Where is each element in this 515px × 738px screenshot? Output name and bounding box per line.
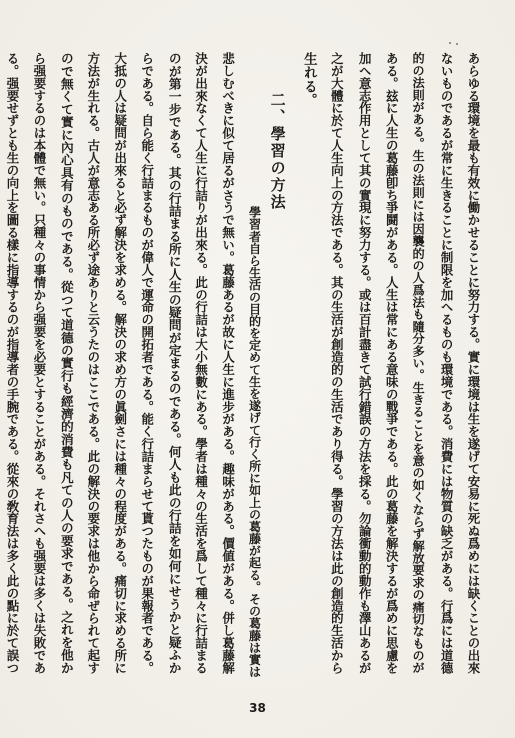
text-column: らである。自ら能く行詰まるものが偉人で運命の開拓者である。能く行詰まらせて貰つたものが果報者である。 <box>139 52 155 674</box>
text-column: ないものであるが常に生きることに制限を加へるものも環境である。消費には物質の缺乏がある。行爲には道德 <box>439 52 455 674</box>
text-column: 方法が生れる。古人が意志ある所必ず途ありと云うたのはここである。此の解決の要求は他から命ぜられて起す <box>85 52 101 674</box>
text-column: 加へ意志作用として其の實現に努力する。或は百計盡きて試行錯誤の方法を採る。勿論衝動的動作も澤山あるが <box>357 52 373 674</box>
text-column: 大抵の人は疑問が出來ると必ず解決を求める。解決の求め方の眞劍さには種々の程度がある。痛切に求める所に <box>112 52 128 674</box>
text-column: のが第一步である。其の行詰まる所に人生の疑問が定まるのである。何人も此の行詰を如何にせうかと疑ふか <box>166 52 182 674</box>
text-column: 決が出來なくて人生に行詰りが出來る。此の行詰は大小無數にある。學者は種々の生活を爲して種々に行詰まる <box>193 52 209 674</box>
section-heading: 二、學習の方法 <box>268 92 287 211</box>
scan-speck <box>449 42 451 44</box>
text-column: あらゆる環境を最も有效に働かせることに努力する。實に環境は生を遂げて安易に死ぬ爲めには缺くことの出來 <box>466 52 481 674</box>
text-column: 之が大體に於て人生向上の方法である。其の生活が創造的の生活であり得る。學習の方法は此の創造的生活から <box>329 52 345 674</box>
text-column: 悲しむべきに似て居るがさうで無い。葛藤あるが故に人生に進步がある。趣味がある。價値がある。併し葛藤解 <box>220 52 236 674</box>
text-column: る。强要せずとも生の向上を圖る樣に指導するのが指導者の手腕である。從來の敎育法は多く此の點に於て誤つ <box>5 52 20 674</box>
text-column: 的の法則がある。生の法則には因襲的の人爲法も隨分多い。生きることを意の如くならず解放要求の痛切なものが <box>411 52 426 674</box>
page-number: 38 <box>249 701 266 715</box>
text-column: ある。玆に人生の葛藤卽ち爭鬪がある。人生は常にある意味の戰爭である。此の葛藤を解決するが爲めに思慮を <box>384 52 400 674</box>
text-column: ので無くて實に內心具有のものである。從つて道德の實行も經濟的消費も凡ての人の要求である。之れを他か <box>58 52 74 674</box>
text-column: 學習者自ら生活の目的を定めて生を遂げて行く所に如上の葛藤が起る。その葛藤は實は <box>247 206 262 678</box>
text-column: ら强要するのは本體で無い。只種々の事情から强要を必要とすることがある。それさへも强要は多くは失敗であ <box>31 52 47 674</box>
scan-speck <box>456 43 458 45</box>
text-column: 生れる。 <box>301 52 318 107</box>
